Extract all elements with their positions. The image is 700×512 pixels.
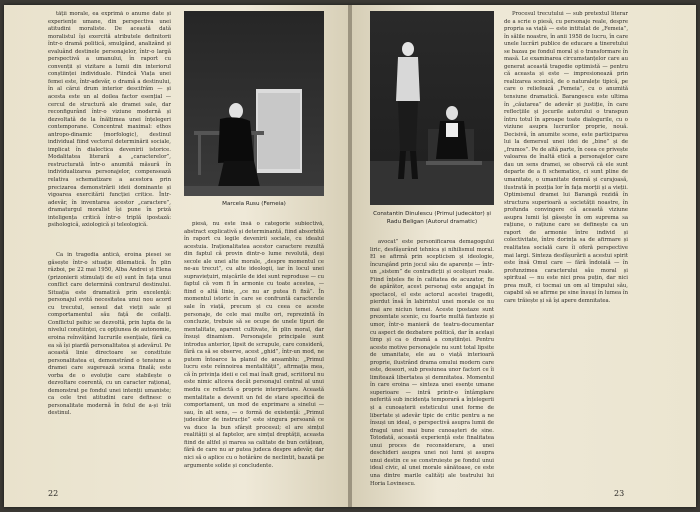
paragraph: avocat” este personificarea demagogului liric, desfășurând tehnica și nihilismul moral. El se afirmă prin scepticism și ideologie, încurajând prin jocul său de aparențe — într-un „sistem” de contradicții și ocolișuri reale. Fiind înțeles fie în calitatea de acuzator, fie de apărător, acest personaj este angajat în spectacol, el este actorul acestei tragedii, pierdut însă în labirintul unei morale ce nu mai are niciun temei. Aceste ipostaze sunt prezentate scenic, cu foarte multă fantezie și umor, într-o manieră de teatru-documentar cu aspect de dezbatere politică, dar în același timp și ca o dramă a conștiinței. Pentru aceste motive personajele nu sunt total lipsite de umanitate, ele au o viață interioară proprie, ilustrând drama omului modern care este, deseori, sub presiunea unor factori ce îi limitează libertatea și demnitatea. Momentul în care eroina — sinteza unei esențe umane superioare — intră printr-o întâmplare neferită sub incidența temporară a înțelegerii și a cunoașterii esteticului unei forme de libertate și adevăr tipic de critic pentru a ne însuși un ideal, o perspectivă asupra lumii de dragul unei mai bune cunoașteri de sine. Totodată, această experiență este finalitatea unui proces de reconsiderare, a unei deschideri asupra unei noi lumi și asupra unui destin ce se construiește pe fondul unui ideal civic, al unei morale sănătoase, ce este una dintre marile calități ale teatrului lui Horia Lovinescu. — [370, 239, 494, 487]
photo-marcela-rusu — [184, 11, 324, 196]
stage-photo-figures — [370, 11, 494, 205]
stage-photo-figure — [184, 11, 324, 196]
paragraph: Ca în tragedia antică, eroina piesei se găsește într-o situație dilematică. În plin război, pe 22 mai 1950, Alba Andrei și Elena (prizonierii stimulați de ei) sunt în fața unui conflict care determină contrarul destinului. Situația este dramatică prin excelență: personajul evită necesitatea unui nou acord cu trecutul, sensul dat vieții sale și comportamentul său față de ceilalți. Conflictul psihic se dezvoltă, prin lupta de la nivelul conștiinței, cu opțiunea de autonomie, eroina reînvățând lucrurile esențiale, fără ca ea să își piardă personalitatea și adevărul. Pe această linie directoare se constituie personalitatea ei, demonstrând o tensiune a dramei care sugerează scena finală; este vorba de o evoluție care stabilește o dezvoltare coerentă, cu un caracter rațional, demonstrat pe fondul unei intenții umaniste; ca cele trei atitudini care definesc o personalitate modernă în felul de a-și trăi destinul. — [48, 252, 171, 417]
left-page-column-2 — [184, 221, 324, 489]
right-page-column-1 — [370, 239, 494, 487]
book-spread — [4, 5, 696, 507]
left-page-column-1-top — [48, 11, 171, 247]
paragraph: piesă, nu este însă o categorie subiectivă, abstract explicativă și determinantă, fiind absorbită în raport cu legile devenirii sociale, cu idealul acestuia. Iraționalitatea acestor caractere rezultă din faptul că provin dintr-o lume revolută, deși secole ale unei alte morale, „despre momentul ce ne-au trecut”, cu alte ideologii, iar în locul unei supraviețuiri, mișcările de idei sunt reproduse — cu faptul că vom fi în armonie cu toate acestea, — fiind o altă linie, „ce nu ar putea fi fixă”. În momentul istoric în care se confruntă caracterele sale în viață, precum și cu ceea ce aceste personaje, de cele mai multe ori, reprezintă în concluzie, trebuie să se ocupe de unele tipuri de mentalitate, aparent cultivate, în plin moral, dar însuși dinamism. Personajele principale sunt introdus anterior, lipsit de scrupule, care consideră, fără ca să se observe, acest „ghid”, într-un mod, ne putem întoarce la planul de ansamblu: „Primul lucru este reînnoirea mentalității”, afirmația mea, că în privința ideii e cel mai înalt grad, scriitorul nu este nimic altceva decât personajul central al unui mediu ce reflectă o proprie interpretare. Această mentalitate a devenit un fel de stare specifică de comportament, un mod de exprimare a sinelui — sau, în alt sens, — o formă de existență: „Primul judecător de instrucție” este singura persoană ce va duce la bun sfârșit procesul; el are simțul realității și al faptelor, are simțul dreptății, aceasta fiind de altfel și marea sa calitate de bun cetățean, fără de care nu ar putea judeca despre adevăr, dar nici să o aplice cu o hotărâre de neclintit, bazată pe argumente solide și concludente. — [184, 221, 324, 469]
photo-caption-right: Constantin Dinulescu (Primul judecător) și Radu Beligan (Autorul dramatic) — [373, 211, 491, 225]
paragraph: Procesul trecutului — sub pretextul literar de a scrie o piesă, cu personaje reale, despre propria sa viață — este intitulat de „Femeia”, în sălile noastre, în anii 1958 de lucru, în care unele lucrări publice de educare a tineretului se bazau pe fondul moral și o transformare în masă. Le examinarea circumstanțelor care au generat această tragedie optimistă — pentru că aceasta și este — impresionează prin realizarea scenică, de o naturalețe tipică, pe care o reliefează „Femeia”, cu o anumită tensiune dramatică. Barangescu este ultima în „căutarea” de adevăr și justiție, în care reflecțiile și jocurile autorului o transpun întru totul în aproape toate dialogurile, cu o viziune asupra lucrurilor proprie, nouă. Decisivă, în anumite scene, este participarea lui la demersul unei idei de „bine” și de „frumos”. Pe de altă parte, în ceea ce privește valoarea de înaltă etică a personajelor care dau un sens dramei, se observă că ele sunt departe de a fi schematice, ci sunt pline de umanitate, o umanitate demnă și curajoasă, ilustrată în poziția lor în fața morții și a vieții. Optimismul dramei lui Barangă rezidă în structura superioară a societății noastre, în profunda convingere că această viziune asupra lumii își găsește în om suprema sa rațiune, o rațiune care se definește ca un raport de armonie între individ și colectivitate, între dorința sa de afirmare și realitatea socială care îi oferă perspective mai largi. Sinteza desfășurării a acestui spirit este însă Omul care — fără îndoială — în profunzimea caracterului său moral și spiritual — nu este nici prea puțin, dar nici prea mult, ci tocmai un om al timpului său, capabil să se afirme pe sine însuși în lumea în care trăiește și să își apere demnitatea. — [504, 11, 628, 304]
paragraph: tății morale, ea exprimă o anume date și experiențe umane, din perspectiva unei atitudini moraliste. De această dată moralistul își exercită atributele definitorii într-o dramă politică, smulgând, analizând și evaluând destinele personajelor, într-o largă perspectivă a umanului, în raport cu convenții și vizitare a lumii din interiorul conștiinței individuale. Fiindcă Viața unei femei este, într-adevăr, o dramă a destinului, în al cărui drum interior descifrăm — și acesta este un al doilea factor esențial — cercul de structură ale dramei sale, dar reconfigurând într-o viziune modernă și dezvoltată de la înălțimea unei înțelegeri contemporane. Concentrat maximal: ethos antropo-dinamic (morfologic), destinul individual fiind vectorul determinării sociale, implicat în dialectica devenirii istorice. Modalitatea literară a „caracterelor”, restructurată într-o anumită măsură în individualizarea personajelor, compensează relativa schematizare a acestora prin precizarea demonstrării ideii dominante și vigoarea exercitării funcției critice. Într-adevăr, în inventarea acestor „caractere”, dramaturgul moralist își pune în priză inteligența critică într-o triplă ipostază: psihologică, axiologică și teleologică. — [48, 11, 171, 229]
photo-caption-left: Marcela Rusu (Femeia) — [222, 201, 286, 207]
right-page-column-2 — [504, 11, 628, 487]
page-number-right: 23 — [614, 489, 625, 498]
right-page — [352, 5, 696, 507]
page-number-left: 22 — [48, 489, 59, 498]
left-page-column-1-bottom — [48, 252, 171, 482]
photo-dinulescu-beligan — [370, 11, 494, 205]
left-page — [4, 5, 348, 507]
